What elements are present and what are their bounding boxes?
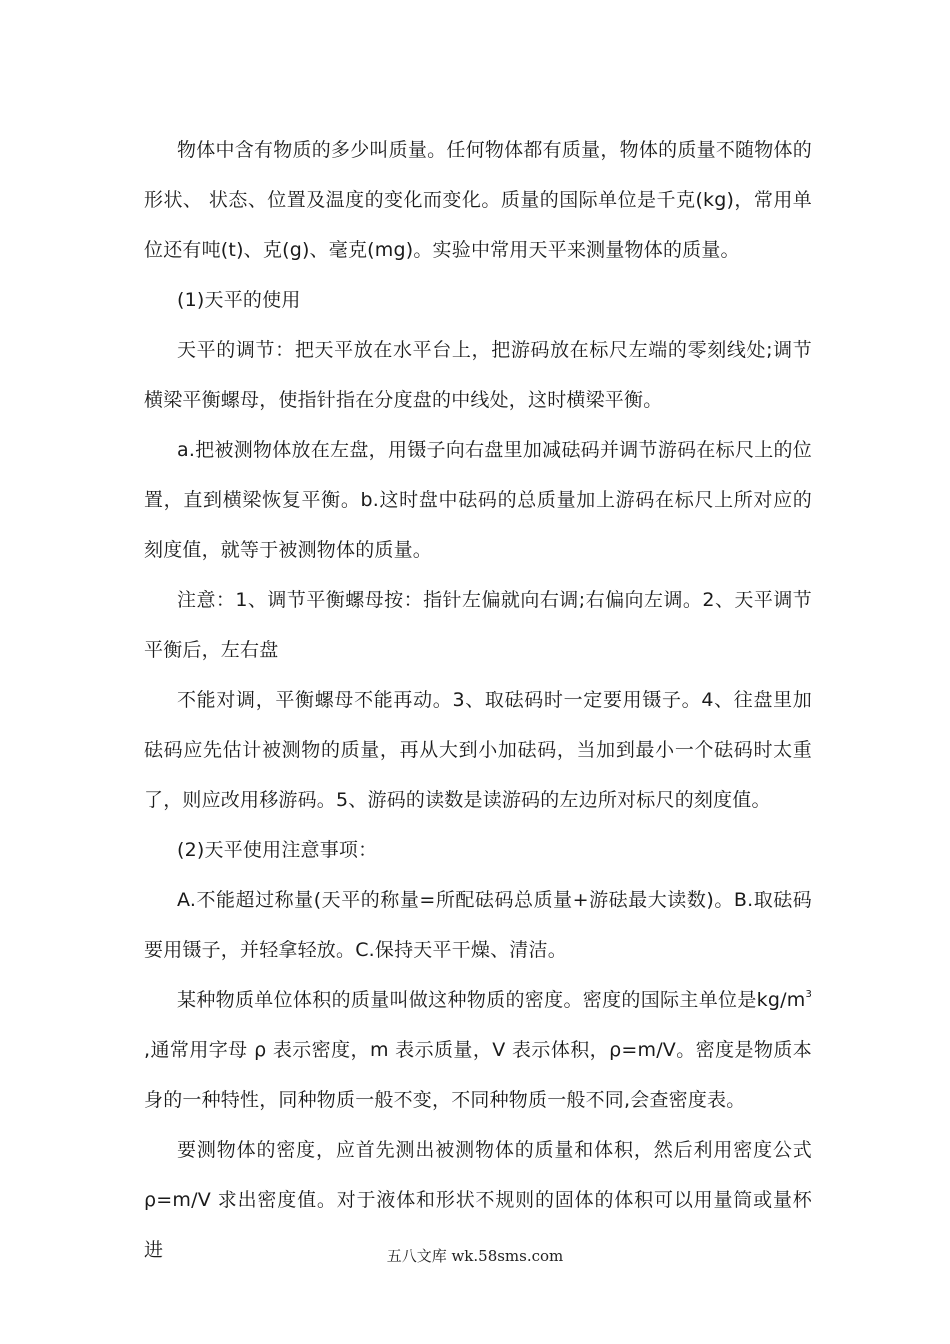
density-text-part2: ,通常用字母 ρ 表示密度，m 表示质量，V 表示体积，ρ=m/V。密度是物质本身的一种特性，同种物质一般不变，不同种物质一般不同,会查密度表。 — [144, 1039, 812, 1111]
paragraph-density-definition — [144, 975, 812, 1125]
heading-balance-usage: (1)天平的使用 — [177, 289, 301, 311]
paragraph-balance-adjustment: 天平的调节：把天平放在水平台上，把游码放在标尺左端的零刻线处;调节横梁平衡螺母，使指针指在分度盘的中线处，这时横梁平衡。 — [144, 339, 812, 411]
paragraph-mass-definition: 物体中含有物质的多少叫质量。任何物体都有质量，物体的质量不随物体的形状、 状态、位置及温度的变化而变化。质量的国际单位是千克(kg)，常用单位还有吨(t)、克(g)、毫克(mg)。实验中常用天平来测量物体的质量。 — [144, 139, 812, 261]
paragraph-notes-continued: 不能对调，平衡螺母不能再动。3、取砝码时一定要用镊子。4、往盘里加砝码应先估计被测物的质量，再从大到小加砝码，当加到最小一个砝码时太重了，则应改用移游码。5、游码的读数是读游码的左边所对标尺的刻度值。 — [144, 689, 812, 811]
paragraph-density-measurement: 要测物体的密度，应首先测出被测物体的质量和体积，然后利用密度公式ρ=m/V 求出密度值。对于液体和形状不规则的固体的体积可以用量筒或量杯进 — [144, 1139, 812, 1261]
superscript-three: 3 — [805, 989, 812, 1000]
paragraph-notes-start: 注意：1、调节平衡螺母按：指针左偏就向右调;右偏向左调。2、天平调节平衡后，左右盘 — [144, 589, 812, 661]
page-footer: 五八文库 wk.58sms.com — [386, 1247, 564, 1265]
paragraph-precautions: A.不能超过称量(天平的称量=所配砝码总质量+游砝最大读数)。B.取砝码要用镊子，并轻拿轻放。C.保持天平干燥、清洁。 — [144, 889, 812, 961]
density-text-part1: 某种物质单位体积的质量叫做这种物质的密度。密度的国际主单位是kg/m — [177, 989, 806, 1011]
document-body — [144, 125, 812, 1275]
paragraph-weighing-steps: a.把被测物体放在左盘，用镊子向右盘里加减砝码并调节游码在标尺上的位置，直到横梁恢复平衡。b.这时盘中砝码的总质量加上游码在标尺上所对应的刻度值，就等于被测物体的质量。 — [144, 439, 812, 561]
heading-balance-precautions: (2)天平使用注意事项： — [177, 839, 378, 861]
